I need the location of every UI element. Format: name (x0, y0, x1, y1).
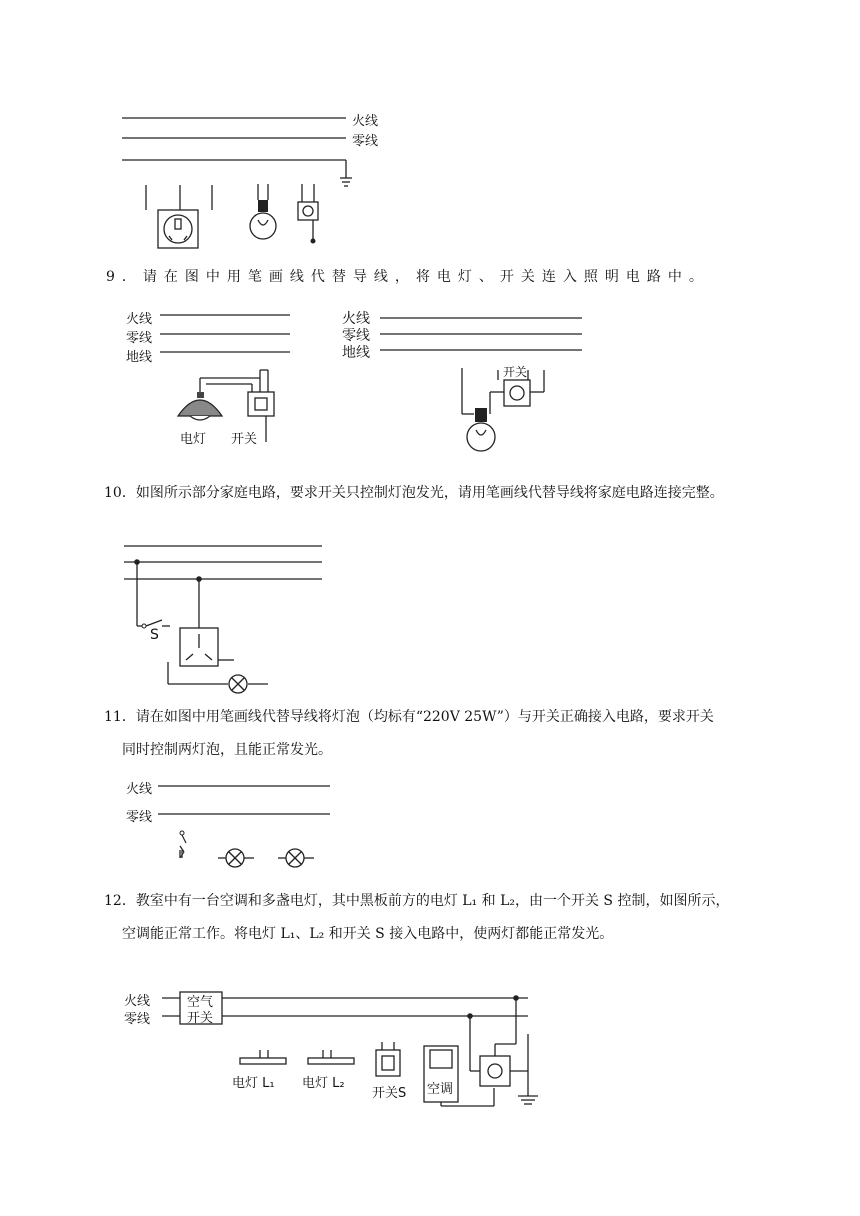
q9-right-ground-label: 地线 (342, 345, 370, 361)
question-12-line1: 12．教室中有一台空调和多盏电灯，其中黑板前方的电灯 L₁ 和 L₂，由一个开关 S 控制，如图所示， (104, 893, 730, 909)
q12-switch-label: 开关S (372, 1086, 407, 1101)
q12-breaker-top-label: 空气 (187, 995, 214, 1010)
q12-ac-label: 空调 (427, 1082, 454, 1097)
fig8-neutral-label: 零线 (352, 134, 379, 149)
q12-lamp2-label: 电灯 L₂ (302, 1076, 345, 1091)
q9-lamp-label: 电灯 (180, 432, 207, 447)
question-10-text: 10．如图所示部分家庭电路，要求开关只控制灯泡发光，请用笔画线代替导线将家庭电路连接完整。 (104, 485, 724, 501)
q9-left-neutral-label: 零线 (126, 331, 153, 346)
q9-left-ground-label: 地线 (126, 350, 153, 365)
q9-left-live-label: 火线 (126, 312, 153, 327)
q9-right-switch-label: 开关 (503, 365, 528, 379)
question-11-line2: 同时控制两灯泡，且能正常发光。 (122, 742, 332, 758)
q12-breaker-bottom-label: 开关 (187, 1011, 214, 1026)
question-12-line2: 空调能正常工作。将电灯 L₁、L₂ 和开关 S 接入电路中，使两灯都能正常发光。 (122, 926, 614, 942)
question-11-line1: 11．请在如图中用笔画线代替导线将灯泡（均标有“220V 25W”）与开关正确接入电路，要求开关 (104, 709, 714, 725)
q9-right-neutral-label: 零线 (342, 328, 370, 344)
q9-right-live-label: 火线 (342, 311, 370, 327)
q12-neutral-label: 零线 (124, 1012, 151, 1027)
q11-live-label: 火线 (126, 782, 153, 797)
q11-neutral-label: 零线 (126, 810, 153, 825)
question-9-text: 9．请在图中用笔画线代替导线，将电灯、开关连入照明电路中。 (106, 269, 710, 285)
fig8-live-label: 火线 (352, 114, 379, 129)
q12-live-label: 火线 (124, 994, 151, 1009)
q9-switch-label: 开关 (231, 432, 258, 447)
q12-lamp1-label: 电灯 L₁ (232, 1076, 275, 1091)
q10-switch-label: S (150, 627, 159, 643)
